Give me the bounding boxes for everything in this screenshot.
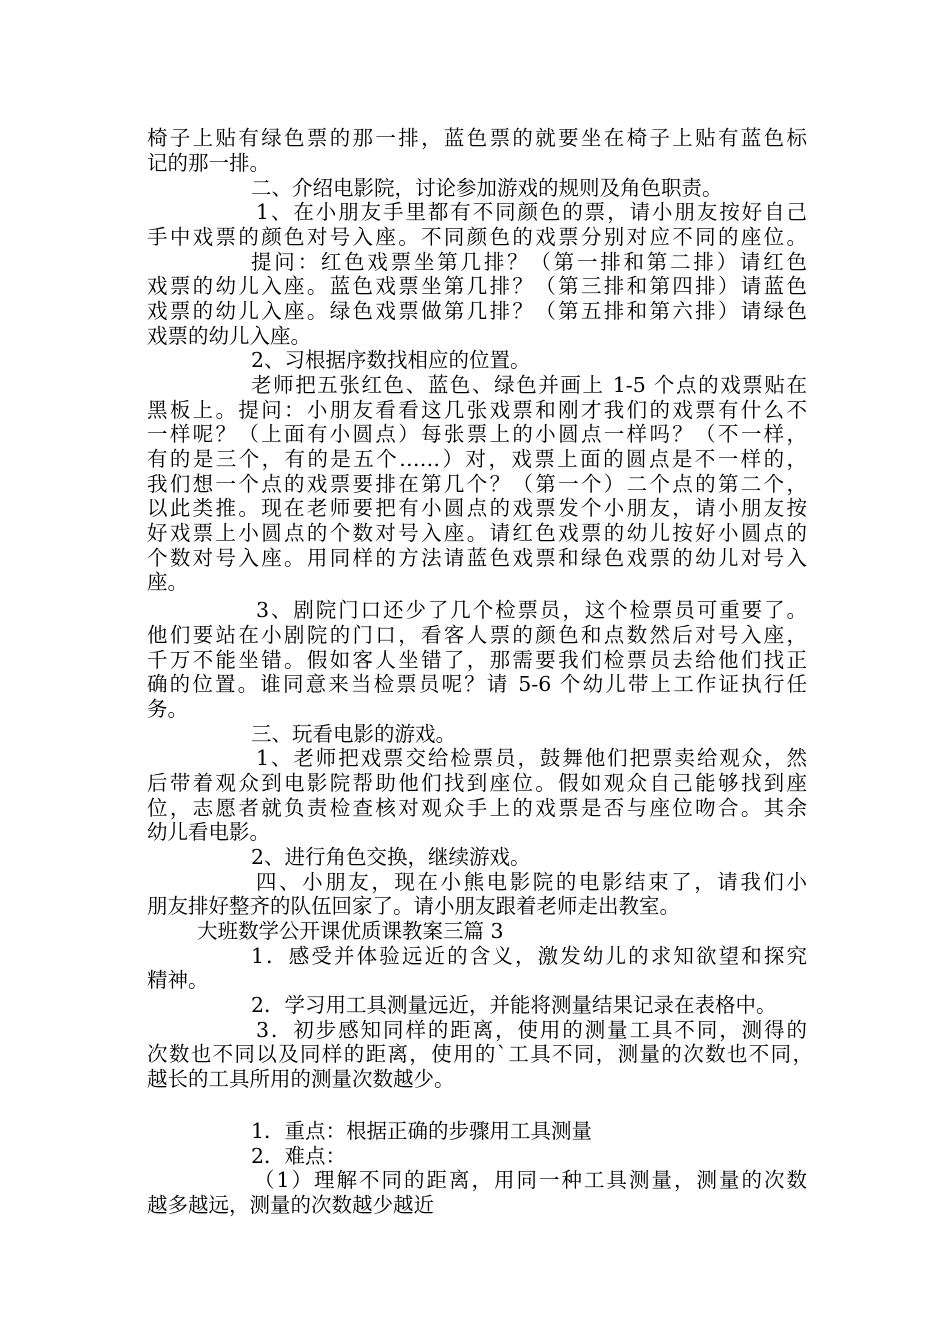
text-line: 次数也不同以及同样的距离，使用的`工具不同，测量的次数也不同，	[147, 1042, 813, 1066]
text-line: 后带着观众到电影院帮助他们找到座位。假如观众自己能够找到座	[147, 771, 807, 795]
text-line: 朋友排好整齐的队伍回家了。请小朋友跟着老师走出教室。	[147, 894, 680, 918]
text-line: 位，志愿者就负责检查核对观众手上的戏票是否与座位吻合。其余	[147, 796, 807, 820]
text-line: 1．重点：根据正确的步骤用工具测量	[251, 1119, 593, 1143]
text-line: 记的那一排。	[147, 151, 270, 175]
text-line: 椅子上贴有绿色票的那一排，蓝色票的就要坐在椅子上贴有蓝色标	[147, 126, 807, 150]
text-line: 提问：红色戏票坐第几排？（第一排和第二排）请红色	[251, 250, 807, 274]
text-line: 3．初步感知同样的距离，使用的测量工具不同，测得的	[256, 1018, 807, 1042]
text-line: 精神。	[147, 968, 209, 992]
text-line: 越长的工具所用的测量次数越少。	[147, 1067, 455, 1091]
section-heading: 四、小朋友，现在小熊电影院的电影结束了，请我们小	[256, 870, 807, 894]
text-line: 越多越远，测量的次数越少越近	[147, 1193, 434, 1217]
text-line: 黑板上。提问：小朋友看看这几张戏票和刚才我们的戏票有什么不	[147, 398, 807, 422]
text-line: 2．学习用工具测量远近，并能将测量结果记录在表格中。	[251, 993, 777, 1017]
text-line: 戏票的幼儿入座。绿色戏票做第几排？（第五排和第六排）请绿色	[147, 299, 807, 323]
text-line: 手中戏票的颜色对号入座。不同颜色的戏票分别对应不同的座位。	[147, 225, 807, 249]
text-line: 确的位置。谁同意来当检票员呢？请 5-6 个幼儿带上工作证执行任	[147, 672, 807, 696]
text-line: 1、在小朋友手里都有不同颜色的票，请小朋友按好自己	[256, 200, 807, 224]
article-title: 大班数学公开课优质课教案三篇 3	[197, 919, 504, 943]
text-line: 1．感受并体验远近的含义，激发幼儿的求知欲望和探究	[251, 944, 807, 968]
text-line: 戏票的幼儿入座。蓝色戏票坐第几排？（第三排和第四排）请蓝色	[147, 274, 807, 298]
text-line: 1、老师把戏票交给检票员，鼓舞他们把票卖给观众，然	[256, 746, 807, 770]
text-line: 他们要站在小剧院的门口，看客人票的颜色和点数然后对号入座，	[147, 623, 807, 647]
text-line: 有的是三个，有的是五个……）对，戏票上面的圆点是不一样的，	[147, 447, 807, 471]
text-line: 个数对号入座。用同样的方法请蓝色戏票和绿色戏票的幼儿对号入	[147, 546, 807, 570]
text-line: 2、习根据序数找相应的位置。	[251, 348, 531, 372]
text-line: 以此类推。现在老师要把有小圆点的戏票发个小朋友，请小朋友按	[147, 496, 807, 520]
section-heading: 二、介绍电影院，讨论参加游戏的规则及角色职责。	[251, 176, 723, 200]
text-line: 幼儿看电影。	[147, 820, 270, 844]
text-line: 好戏票上小圆点的个数对号入座。请红色戏票的幼儿按好小圆点的	[147, 521, 807, 545]
text-line: 3、剧院门口还少了几个检票员，这个检票员可重要了。	[256, 598, 807, 622]
text-line: 老师把五张红色、蓝色、绿色并画上 1-5 个点的戏票贴在	[251, 373, 807, 397]
text-line: 千万不能坐错。假如客人坐错了，那需要我们检票员去给他们找正	[147, 648, 807, 672]
text-line: 戏票的幼儿入座。	[147, 324, 311, 348]
text-line: 务。	[147, 697, 188, 721]
text-line: 座。	[147, 570, 188, 594]
text-line: 2．难点：	[251, 1144, 347, 1168]
section-heading: 三、玩看电影的游戏。	[251, 722, 456, 746]
text-line: 2、进行角色交换，继续游戏。	[251, 845, 531, 869]
text-line: 一样呢？（上面有小圆点）每张票上的小圆点一样吗？（不一样，	[147, 422, 807, 446]
text-line: 我们想一个点的戏票要排在第几个？（第一个）二个点的第二个，	[147, 472, 807, 496]
text-line: （1）理解不同的距离，用同一种工具测量，测量的次数	[254, 1168, 807, 1192]
